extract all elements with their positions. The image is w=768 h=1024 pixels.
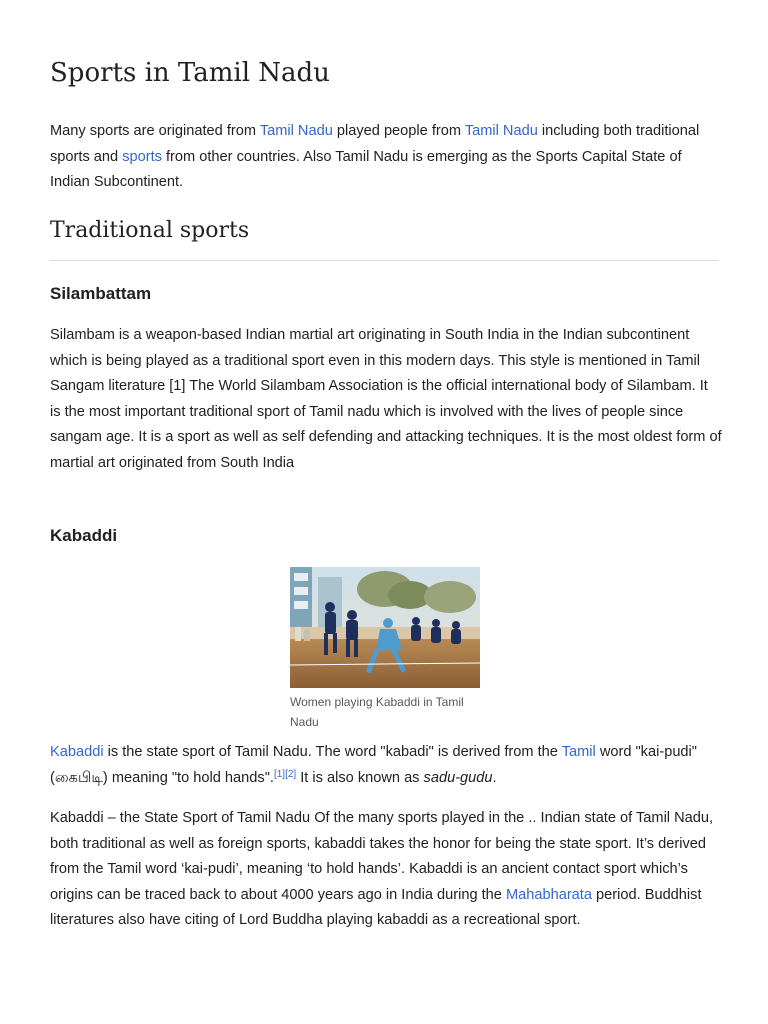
kabaddi-paragraph-1	[50, 740, 722, 791]
kabaddi-paragraph-2	[50, 806, 722, 934]
intro-text-4: from other countries. Also Tamil Nadu is emerging as the Sports Capital State of Indian Subcontinent.	[50, 148, 682, 191]
kabaddi-photo[interactable]	[290, 567, 480, 688]
sadu-gudu-term: sadu-gudu	[423, 769, 493, 786]
reference-1-link[interactable]: [1]	[273, 768, 286, 780]
reference-2-link[interactable]: [2]	[285, 768, 297, 780]
intro-text-1: Many sports are originated from	[50, 123, 260, 139]
tamil-link[interactable]: Tamil	[561, 744, 596, 760]
kabaddi-text-1: is the state sport of Tamil Nadu. The word "kabadi" is derived from the	[103, 744, 562, 760]
tamil-nadu-link-2[interactable]: Tamil Nadu	[464, 123, 538, 139]
silambattam-heading: Silambattam	[50, 284, 152, 303]
intro-text-3: including both traditional sports and	[50, 123, 700, 165]
kabaddi-text-2: word "kai-pudi"(கைபிடி) meaning "to hold hands".	[50, 744, 697, 786]
silambattam-paragraph: Silambam is a weapon-based Indian martial art originating in South India in the Indian subcontinent which is being played as a traditional sport even in this modern days. This style is mentioned in Tamil Sangam literature [1] The World Silambam Association is the official international body of Silambam. It is the most important traditional sport of Tamil nadu which is involved with the lives of people since sangam age. It is a sport as well as self defending and attacking techniques. It is the most oldest form of martial art originated from South India	[50, 327, 722, 471]
kabaddi-link[interactable]: Kabaddi	[50, 744, 104, 760]
tamil-nadu-link[interactable]: Tamil Nadu	[259, 123, 333, 139]
figure-caption: Women playing Kabaddi in Tamil Nadu	[290, 695, 464, 729]
kabaddi-text-3: It is also known as	[296, 769, 424, 786]
sports-link[interactable]: sports	[122, 148, 162, 165]
kabaddi-history-text: period. Buddhist literatures also have citing of Lord Buddha playing kabaddi as a recreational sport.	[50, 886, 702, 929]
kabaddi-figure	[290, 567, 480, 732]
kabaddi-heading: Kabaddi	[50, 526, 118, 545]
page-title: Sports in Tamil Nadu	[50, 58, 330, 88]
mahabharata-link[interactable]: Mahabharata	[505, 886, 592, 903]
kabaddi-state-sport-text: Kabaddi – the State Sport of Tamil Nadu Of the many sports played in the .. Indian state of Tamil Nadu, both traditional as well as foreign sports, kabaddi takes the honor for being the state sport. It’s derived from the Tamil word ‘kai-pudi’, meaning ‘to hold hands’. Kabaddi is an ancient contact sport which’s origins can be traced back to about 4000 years ago in India during the	[50, 810, 714, 903]
kabaddi-text-4: .	[492, 769, 497, 786]
intro-paragraph	[50, 119, 722, 196]
intro-text-2: played people from	[332, 123, 465, 139]
traditional-sports-heading: Traditional sports	[50, 214, 718, 261]
